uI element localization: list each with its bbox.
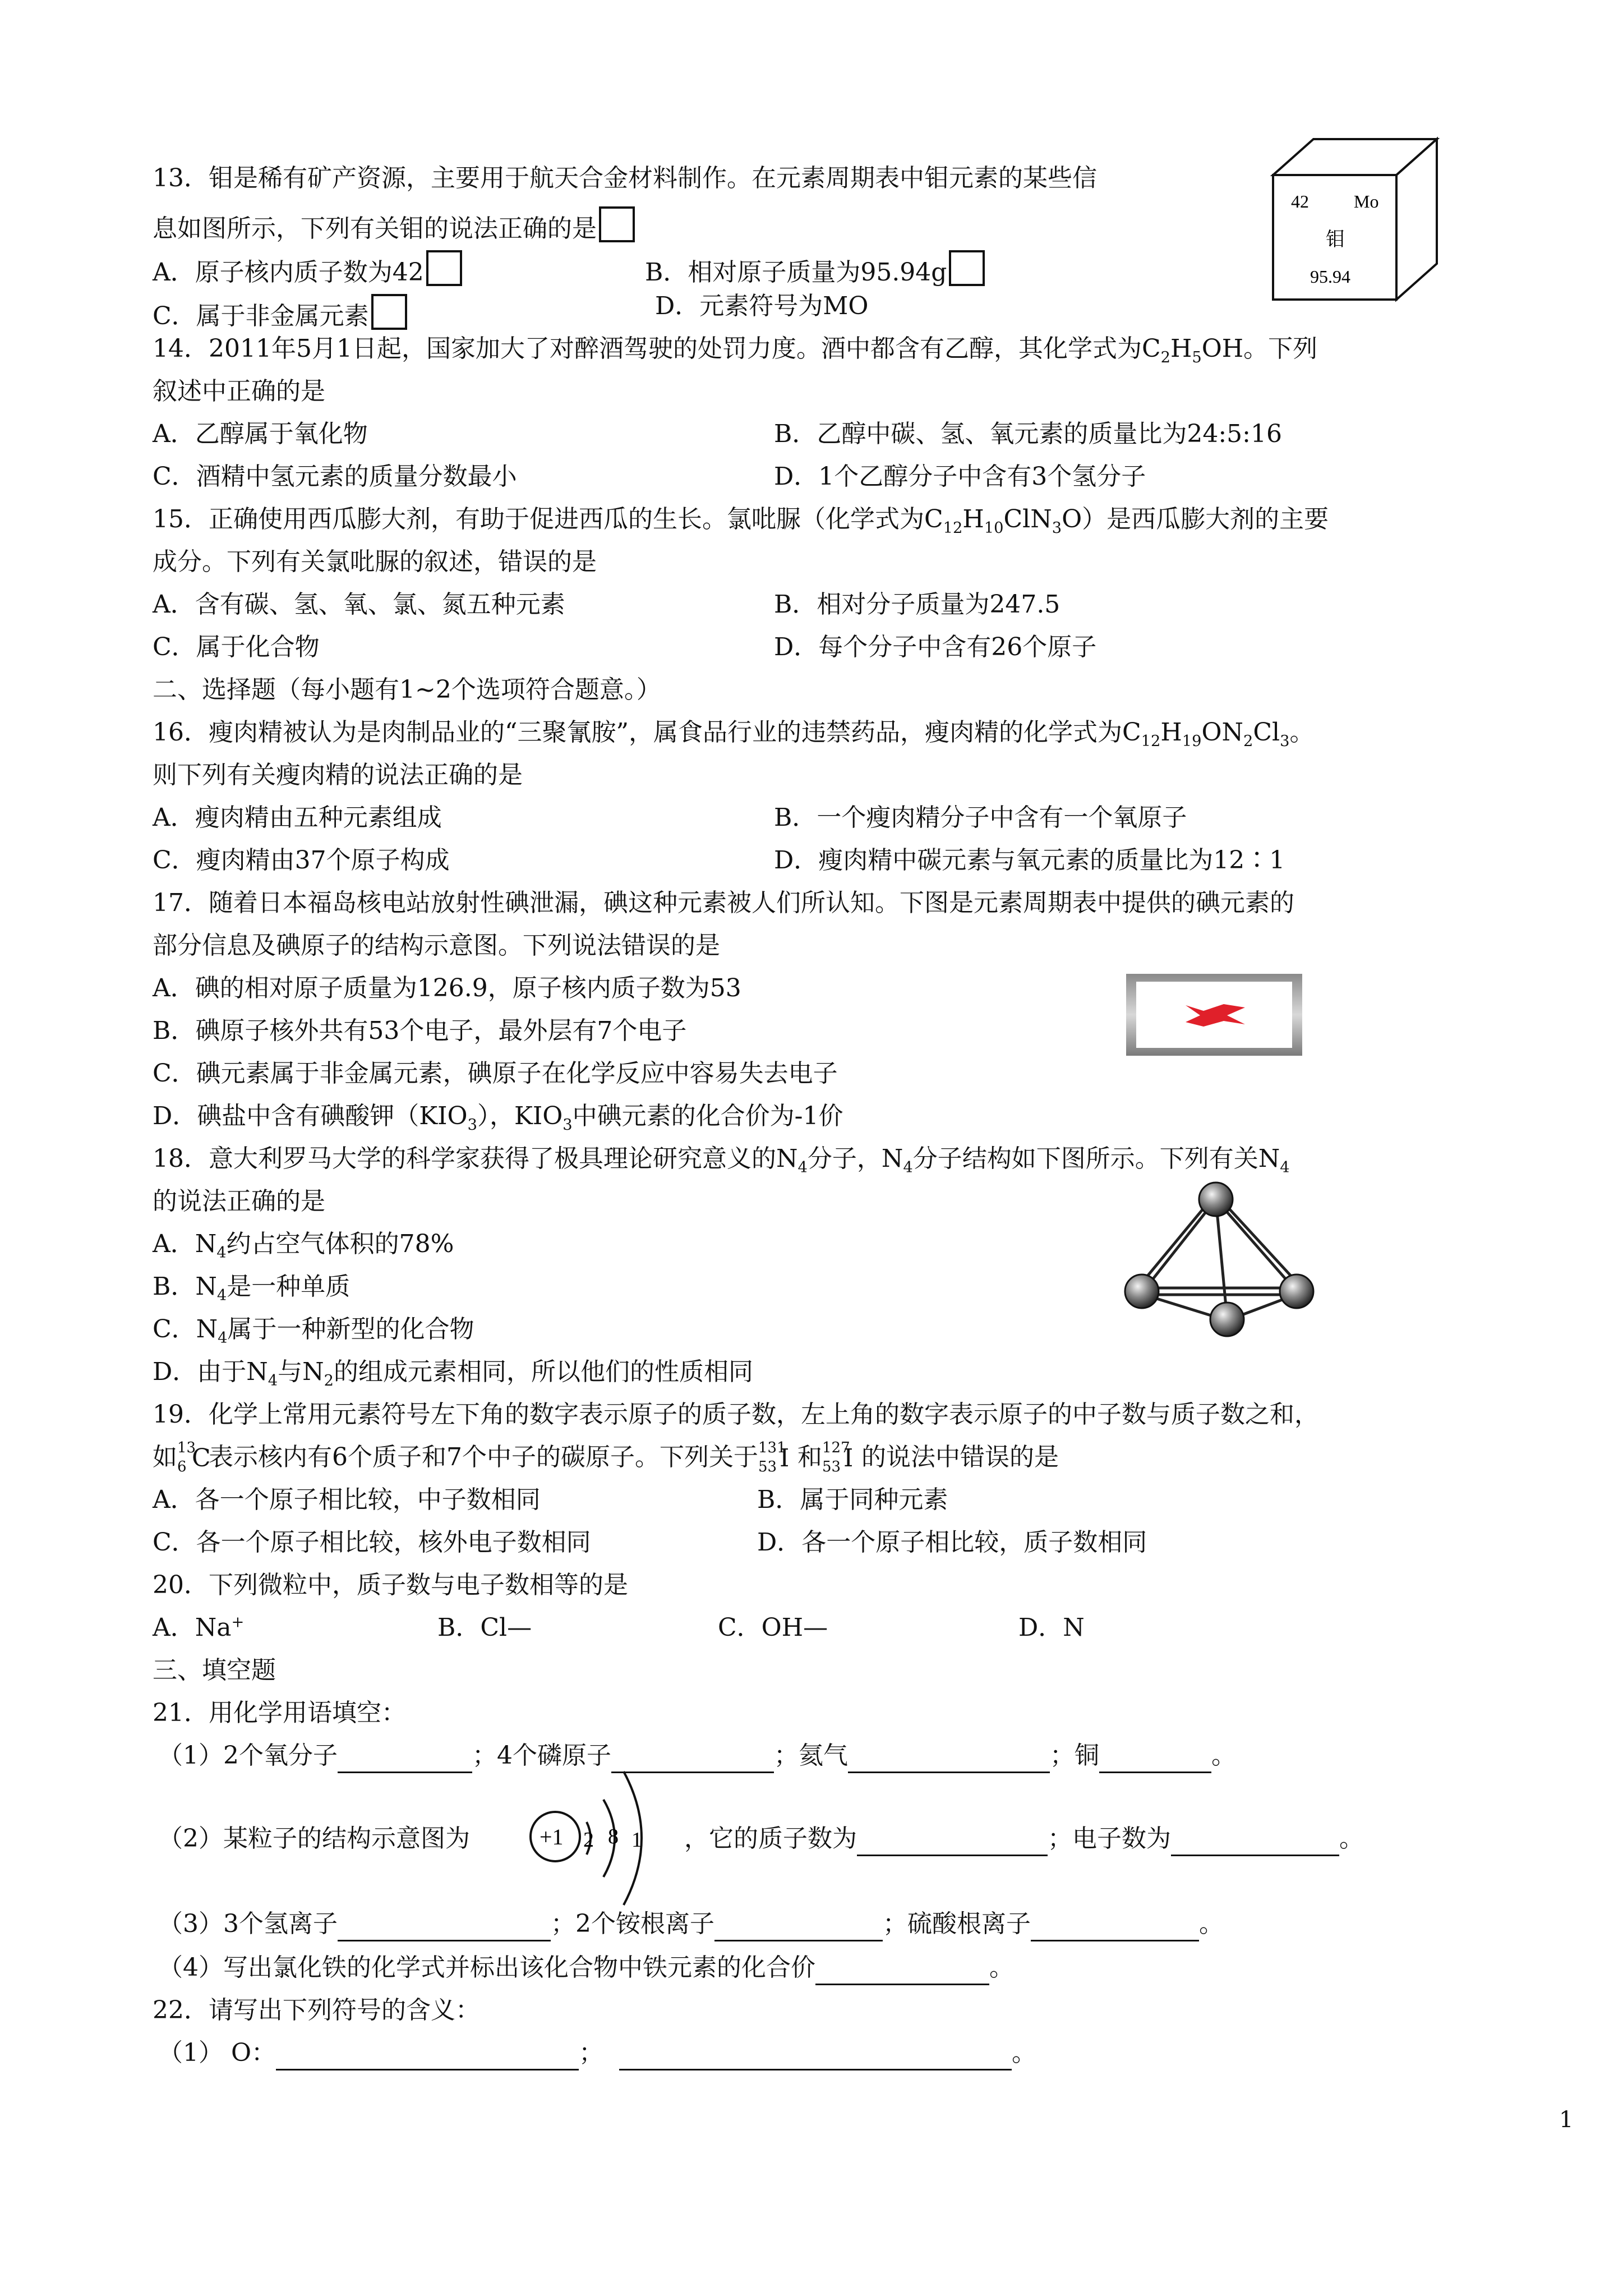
carbon-13-isotope: 13 6 C	[177, 1439, 211, 1475]
broken-image-icon	[1125, 973, 1303, 1057]
shell-2-electrons: 8	[608, 1825, 619, 1848]
q14-stem-tail: 。下列	[1243, 334, 1318, 363]
q16-option-b: B．一个瘦肉精分子中含有一个氧原子	[774, 803, 1187, 832]
q14-stem-text: 14．2011年5月1日起，国家加大了对醉酒驾驶的处罚力度。酒中都含有乙醇，其化学式为	[153, 334, 1142, 363]
q16-stem-line2: 则下列有关瘦肉精的说法正确的是	[153, 761, 523, 789]
q16-option-c: C．瘦肉精由37个原子构成	[153, 846, 450, 875]
q17-stem-line1: 17．随着日本福岛核电站放射性碘泄漏，碘这种元素被人们所认知。下图是元素周期表中提供的碘元素的	[153, 889, 1294, 917]
q17-option-d: D．碘盐中含有碘酸钾$(KIO_3)$，$KIO_3$中碘元素的化合价为-1价	[153, 1102, 843, 1134]
q17-stem-line2: 部分信息及碘原子的结构示意图。下列说法错误的是	[153, 931, 720, 960]
q20-option-d: D．N	[1018, 1613, 1085, 1642]
q16-stem-text: 16．瘦肉精被认为是肉制品业的“三聚氰胺”，属食品行业的违禁药品，瘦肉精的化学式为	[153, 718, 1122, 747]
q13-option-c	[153, 294, 407, 330]
q18-option-d: D．由于$N_4$与$N_2$的组成元素相同，所以他们的性质相同	[153, 1358, 753, 1389]
section-3-heading: 三、填空题	[153, 1656, 276, 1685]
shell-1-electrons: 2	[583, 1828, 594, 1852]
q21-proton-number-blank[interactable]	[857, 1830, 1048, 1856]
section-2-heading: 二、选择题（每小题有1~2个选项符合题意。）	[153, 675, 661, 704]
q18-stem-line1: 18．意大利罗马大学的科学家获得了极具理论研究意义的$N_4$分子，$N_4$分子结构如下图所示。下列有关$N_4$	[153, 1144, 1290, 1176]
q18-stem-line2: 的说法正确的是	[153, 1187, 325, 1216]
mo-atomic-mass: 95.94	[1310, 266, 1350, 287]
q15-option-b: B．相对分子质量为247.5	[774, 590, 1061, 619]
mo-name: 钼	[1326, 228, 1345, 251]
q15-stem-line2: 成分。下列有关氯吡脲的叙述，错误的是	[153, 547, 597, 576]
q20-option-b: B．Cl—	[437, 1613, 532, 1642]
q22-stem: 22．请写出下列符号的含义：	[153, 1996, 480, 2024]
nucleus-charge: +1	[540, 1824, 564, 1849]
mo-symbol: Mo	[1354, 191, 1379, 211]
q13-option-b	[645, 250, 985, 286]
q18-option-b: B．$N_4$是一种单质	[153, 1272, 351, 1304]
q21-oxygen-molecules-blank[interactable]	[338, 1747, 472, 1773]
q13-option-a-box[interactable]	[426, 250, 462, 286]
shell-3-electrons: 1	[631, 1828, 642, 1852]
q19-option-b: B．属于同种元素	[757, 1485, 948, 1514]
q19-stem-line1: 19．化学上常用元素符号左下角的数字表示原子的质子数，左上角的数字表示原子的中子数与质子数之和，	[153, 1400, 1319, 1429]
forchlorfenuron-formula: $C_{12}H_{10}ClN_3O$	[924, 505, 1082, 537]
q22-part1: （1） O： ； 。	[158, 2041, 1036, 2070]
q13-option-c-box[interactable]	[371, 294, 407, 330]
q13-stem-line1: 13．钼是稀有矿产资源，主要用于航天合金材料制作。在元素周期表中钼元素的某些信	[153, 164, 1097, 192]
q13-option-a	[153, 250, 462, 286]
atom-structure-diagram	[527, 1767, 690, 1907]
q21-part3: （3）3个氢离子 ；2个铵根离子 ；硫酸根离子 。	[158, 1912, 1224, 1941]
q21-copper-blank[interactable]	[1099, 1747, 1211, 1773]
q21-stem: 21．用化学用语填空：	[153, 1699, 406, 1727]
mo-atomic-number: 42	[1291, 191, 1309, 211]
q20-option-a: A．Na+	[153, 1613, 245, 1642]
q21-helium-blank[interactable]	[848, 1747, 1050, 1773]
q16-stem-tail: 。	[1289, 718, 1315, 747]
q19-stem-line2: 如 13 6 C 表示核内有6个质子和7个中子的碳原子。下列关于 131 53 I 和 127 53 I 的说法中错误的是	[153, 1439, 1059, 1475]
q18-option-a: A．$N_4$约占空气体积的78%	[153, 1230, 454, 1262]
q15-option-a: A．含有碳、氢、氧、氯、氮五种元素	[153, 590, 565, 619]
iodine-127-isotope: 127 53 I	[822, 1439, 854, 1475]
q13-option-b-text: B．相对原子质量为95.94g	[645, 258, 947, 287]
q13-option-c-text: C．属于非金属元素	[153, 302, 369, 330]
q21-part1: （1）2个氧分子 ；4个磷原子 ；氦气 ；铜 。	[158, 1743, 1236, 1773]
clenbuterol-formula: $C_{12}H_{19}ON_2Cl_3$	[1122, 718, 1290, 750]
q16-option-a: A．瘦肉精由五种元素组成	[153, 803, 442, 832]
q15-stem-tail: ）是西瓜膨大剂的主要	[1082, 505, 1329, 533]
q13-stem-text: 息如图所示，下列有关钼的说法正确的是	[153, 214, 597, 243]
q21-hydrogen-ions-blank[interactable]	[338, 1915, 551, 1941]
molybdenum-element-tile	[1267, 135, 1447, 303]
q13-stem-line2	[153, 206, 635, 242]
q21-ammonium-ions-blank[interactable]	[714, 1915, 883, 1941]
q14-option-b: B．乙醇中碳、氢、氧元素的质量比为24:5:16	[774, 420, 1282, 448]
q22-meaning-1-blank[interactable]	[276, 2044, 579, 2070]
q17-option-b: B．碘原子核外共有53个电子，最外层有7个电子	[153, 1016, 687, 1045]
q18-option-c: C．$N_4$属于一种新型的化合物	[153, 1315, 474, 1347]
q15-stem-line1	[153, 505, 1329, 537]
q20-stem: 20．下列微粒中，质子数与电子数相等的是	[153, 1571, 628, 1599]
q14-option-d: D．1个乙醇分子中含有3个氢分子	[774, 462, 1146, 491]
q15-stem-text: 15．正确使用西瓜膨大剂，有助于促进西瓜的生长。氯吡脲（化学式为	[153, 505, 924, 533]
q15-option-d: D．每个分子中含有26个原子	[774, 633, 1097, 661]
q21-part2-rest: ，它的质子数为 ；电子数为 。	[684, 1826, 1364, 1856]
q19-option-d: D．各一个原子相比较，质子数相同	[757, 1528, 1147, 1557]
q19-option-c: C．各一个原子相比较，核外电子数相同	[153, 1528, 591, 1557]
q22-meaning-2-blank[interactable]	[619, 2044, 1012, 2070]
q14-stem-line2: 叙述中正确的是	[153, 377, 325, 406]
page-number: 1	[1559, 2107, 1574, 2133]
q16-stem-line1	[153, 718, 1315, 750]
q13-option-a-text: A．原子核内质子数为42	[153, 258, 424, 287]
q15-option-c: C．属于化合物	[153, 633, 320, 661]
q14-option-a: A．乙醇属于氧化物	[153, 420, 368, 448]
q21-sulfate-ion-blank[interactable]	[1031, 1915, 1199, 1941]
ethanol-formula: $C_2H_5OH$	[1141, 334, 1244, 366]
q20-option-c: C．OH—	[718, 1613, 828, 1642]
n4-molecule-diagram	[1119, 1172, 1321, 1358]
q16-option-d: D．瘦肉精中碳元素与氧元素的质量比为12∶1	[774, 846, 1285, 875]
q19-option-a: A．各一个原子相比较，中子数相同	[153, 1485, 541, 1514]
q21-part4: （4）写出氯化铁的化学式并标出该化合物中铁元素的化合价 。	[158, 1955, 1014, 1985]
q13-option-b-box[interactable]	[949, 250, 985, 286]
q21-electron-number-blank[interactable]	[1171, 1830, 1339, 1856]
iodine-131-isotope: 131 53 I	[758, 1439, 790, 1475]
q14-stem-line1	[153, 334, 1318, 366]
q21-ferric-chloride-blank[interactable]	[815, 1959, 989, 1985]
q21-part2-label: （2）某粒子的结构示意图为	[158, 1824, 470, 1853]
q13-answer-box[interactable]	[599, 206, 635, 242]
q17-option-c: C．碘元素属于非金属元素，碘原子在化学反应中容易失去电子	[153, 1059, 838, 1088]
q17-option-a: A．碘的相对原子质量为126.9，原子核内质子数为53	[153, 974, 741, 1002]
q13-option-d: D．元素符号为MO	[655, 292, 869, 320]
q14-option-c: C．酒精中氢元素的质量分数最小	[153, 462, 517, 491]
